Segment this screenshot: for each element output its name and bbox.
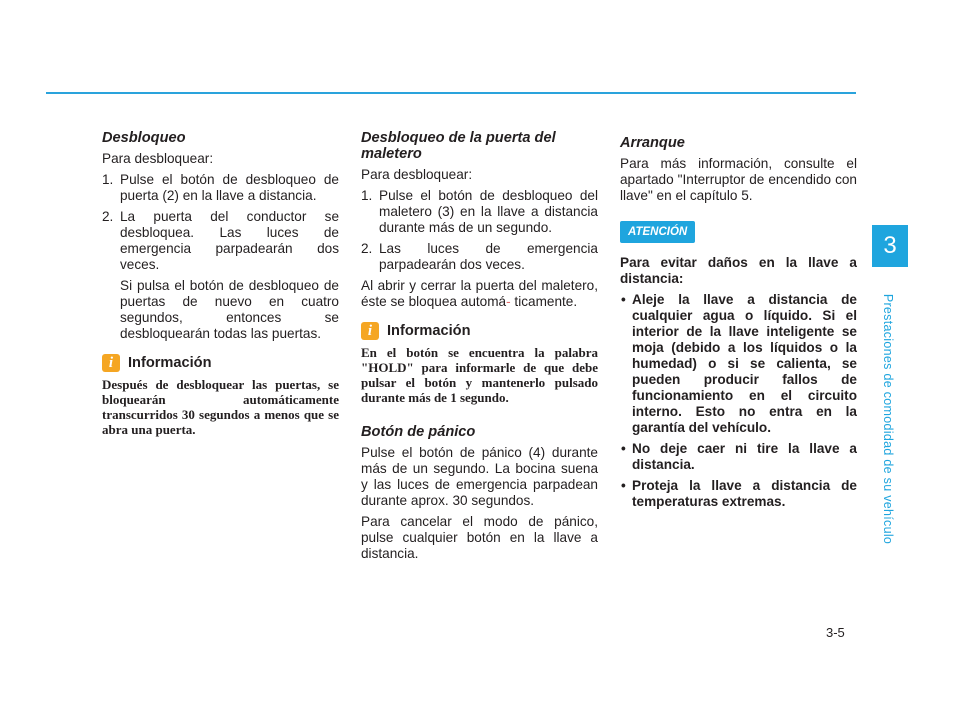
list-marker: 2. <box>102 209 114 224</box>
heading-desbloqueo: Desbloqueo <box>102 130 186 146</box>
chapter-title: Prestaciones de comodidad de su vehículo <box>881 293 895 544</box>
warning-intro: Para evitar daños en la llave a distancia: <box>620 255 857 286</box>
column-start <box>620 130 857 515</box>
trunk-auto-lock-part-b: ticamente. <box>514 294 578 309</box>
list-item-text: Las luces de emergencia parpadearán dos veces. <box>379 241 598 272</box>
header-rule <box>46 92 856 94</box>
heading-panic-button: Botón de pánico <box>361 424 476 440</box>
list-item <box>361 188 598 236</box>
intro-text: Para desbloquear: <box>102 151 214 166</box>
warning-badge: ATENCIÓN <box>620 221 695 243</box>
bullet-marker: • <box>621 292 626 307</box>
column-unlocking <box>102 130 339 442</box>
list-marker: 1. <box>102 172 114 187</box>
panic-text-2: Para cancelar el modo de pánico, pulse cualquier botón en la llave a distancia. <box>361 514 598 561</box>
list-item-continuation: Si pulsa el botón de desbloqueo de puertas de nuevo en cuatro segundos, entonces se desbloquearán todas las puertas. <box>120 278 339 341</box>
chapter-title-vertical <box>878 286 898 551</box>
list-item-text: Pulse el botón de desbloqueo del maletero (3) en la llave a distancia durante más de un segundo. <box>379 188 598 235</box>
list-marker: 1. <box>361 188 373 203</box>
info-title: Información <box>387 323 471 339</box>
trunk-auto-lock-text <box>361 278 598 310</box>
panic-text-1: Pulse el botón de pánico (4) durante más de un segundo. La bocina suena y las luces de emergencia parpadean durante aprox. 30 segundos. <box>361 445 598 508</box>
info-text: Después de desbloquear las puertas, se bloquearán automáticamente transcurridos 30 segundos a menos que se abra una puerta. <box>102 377 339 437</box>
list-item <box>102 209 339 273</box>
info-title: Información <box>128 355 212 371</box>
list-item-text: Aleje la llave a distancia de cualquier agua o líquido. Si el interior de la llave inteligente se moja (debido a los líquidos o la humedad) o si se calienta, se pueden producir fallos de funcionamiento en el circuito interno. Esto no entra en la garantía del vehículo. <box>632 292 857 435</box>
list-item <box>361 241 598 273</box>
warning-list <box>620 292 857 510</box>
column-trunk-unlock <box>361 130 598 567</box>
list-marker: 2. <box>361 241 373 256</box>
info-header <box>102 354 339 372</box>
list-item-text: Proteja la llave a distancia de temperaturas extremas. <box>632 478 857 509</box>
list-item-text: No deje caer ni tire la llave a distancia. <box>632 441 857 472</box>
soft-hyphen-mark: - <box>506 294 511 309</box>
list-item <box>620 441 857 473</box>
list-item <box>620 478 857 510</box>
list-item <box>620 292 857 436</box>
info-header <box>361 322 598 340</box>
page-number: 3-5 <box>826 625 845 640</box>
info-text: En el botón se encuentra la palabra "HOLD" para informarle de que debe pulsar el botón y mantenerlo pulsado durante más de 1 segundo. <box>361 345 598 405</box>
intro-text: Para desbloquear: <box>361 167 473 182</box>
chapter-number-tab: 3 <box>872 225 908 267</box>
bullet-marker: • <box>621 478 626 493</box>
trunk-auto-lock-part-a: Al abrir y cerrar la puerta del maletero, éste se bloquea automá <box>361 278 598 309</box>
heading-arranque: Arranque <box>620 135 685 151</box>
arranque-text: Para más información, consulte el apartado "Interruptor de encendido con llave" en el capítulo 5. <box>620 156 857 203</box>
bullet-marker: • <box>621 441 626 456</box>
list-item <box>102 172 339 204</box>
heading-trunk-unlock: Desbloqueo de la puerta del maletero <box>361 130 556 162</box>
list-item-text: Pulse el botón de desbloqueo de puerta (2) en la llave a distancia. <box>120 172 339 203</box>
info-icon: i <box>102 354 120 372</box>
info-icon: i <box>361 322 379 340</box>
list-item-text: La puerta del conductor se desbloquea. Las luces de emergencia parpadearán dos veces. <box>120 209 339 272</box>
